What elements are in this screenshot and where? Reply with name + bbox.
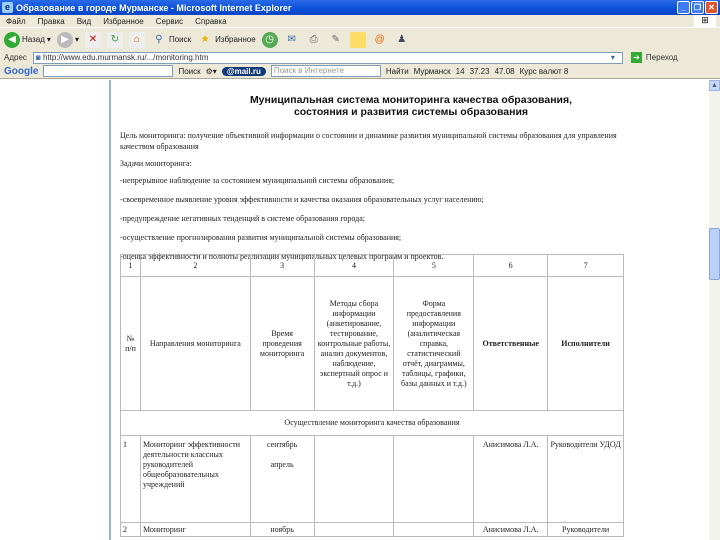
task-item: -своевременное выявление уровня эффективности и качества оказания образовательных услуг населению; <box>120 195 484 204</box>
menu-edit[interactable]: Правка <box>37 16 65 26</box>
cell: Мониторинг эффективности деятельности классных руководителей общеобразовательных учреждений <box>140 436 250 523</box>
find-button[interactable]: Найти <box>385 66 409 76</box>
col-num: 5 <box>394 255 474 277</box>
window-title: Образование в городе Мурманске - Microsoft Internet Explorer <box>16 2 292 13</box>
table-row <box>121 436 624 523</box>
mailru-logo[interactable]: @mail.ru <box>222 67 266 76</box>
cell: сентябрь апрель <box>250 436 314 523</box>
cell: Мониторинг <box>140 523 250 537</box>
section-cell: Осуществление мониторинга качества образования <box>121 411 624 436</box>
mail-count[interactable]: 14 <box>455 66 465 76</box>
task-item: -осуществление прогнозирования развития муниципальной системы образования; <box>120 233 402 242</box>
cell: 2 <box>121 523 141 537</box>
table-row <box>121 523 624 537</box>
header-cell: Исполнители <box>548 277 624 411</box>
cell: 1 <box>121 436 141 523</box>
print-icon[interactable]: ⎙ <box>309 33 318 45</box>
go-button[interactable]: Переход <box>645 53 678 62</box>
notes-icon[interactable] <box>350 32 366 48</box>
forward-button[interactable]: ▶ ▾ <box>57 32 79 48</box>
address-bar <box>0 51 720 64</box>
col-num: 2 <box>140 255 250 277</box>
cell: Анисимова Л.А. <box>474 436 548 523</box>
menu-tools[interactable]: Сервис <box>155 16 184 26</box>
page-icon: ◙ <box>35 53 43 62</box>
header-cell: Направления мониторинга <box>140 277 250 411</box>
ie-icon: e <box>2 2 13 13</box>
header-cell: Методы сбора информации (анкетирование, тестирование, контрольные работы, анализ документов, наблюдение, экспертный опрос и т.д.) <box>314 277 394 411</box>
cell <box>314 523 394 537</box>
history-icon[interactable]: ◷ <box>262 32 278 48</box>
header-cell: Ответственные <box>474 277 548 411</box>
star-icon: ★ <box>200 33 210 45</box>
monitoring-table <box>120 254 624 537</box>
page-title: Муниципальная система мониторинга качества образования, состояния и развития системы образования <box>249 94 573 118</box>
goal-text: Цель мониторинга: получение объективной информации о состоянии и динамике развития муниципальной системы образования для управления качеством образования <box>120 131 617 151</box>
mailru-agent-icon[interactable]: @ <box>374 33 385 45</box>
column-number-row <box>121 255 624 277</box>
left-frame <box>0 80 111 540</box>
favorites-button[interactable]: ★ Избранное <box>197 32 256 48</box>
mail-icon[interactable]: ✉ <box>287 33 296 45</box>
cell: Анисимова Л.А. <box>474 523 548 537</box>
task-item: -оценка эффективности и полноты реализации муниципальных целевых программ и проектов. <box>120 252 444 261</box>
cell: Руководители <box>548 523 624 537</box>
windows-logo-icon: ⊞ <box>694 15 716 27</box>
col-num: 1 <box>121 255 141 277</box>
refresh-icon[interactable]: ↻ <box>107 32 123 48</box>
tasks-label: Задачи мониторинга: <box>120 159 192 168</box>
vertical-scrollbar[interactable] <box>709 80 720 540</box>
stop-icon[interactable]: ✕ <box>85 32 101 48</box>
col-num: 6 <box>474 255 548 277</box>
header-row <box>121 277 624 411</box>
col-num: 3 <box>250 255 314 277</box>
forward-arrow-icon: ▶ <box>57 32 73 48</box>
google-search-button[interactable]: Поиск <box>178 66 201 76</box>
usd-rate[interactable]: 37.23 <box>469 66 490 76</box>
section-row <box>121 411 624 436</box>
menu-view[interactable]: Вид <box>76 16 92 26</box>
address-input[interactable]: ◙ http://www.edu.murmansk.ru/.../monitoring.htm <box>33 52 623 64</box>
header-cell: Время проведения мониторинга <box>250 277 314 411</box>
menu-favorites[interactable]: Избранное <box>103 16 144 26</box>
minimize-button[interactable]: _ <box>677 1 690 14</box>
cell <box>394 436 474 523</box>
eur-rate[interactable]: 47.08 <box>494 66 515 76</box>
news-button[interactable]: Курс валют 8 <box>519 66 569 76</box>
cell <box>394 523 474 537</box>
task-item: -непрерывное наблюдение за состоянием муниципальной системы образования; <box>120 176 395 185</box>
cell: ноябрь <box>250 523 314 537</box>
back-button[interactable]: ◀ Назад ▾ <box>4 32 51 48</box>
menu-bar <box>0 15 720 27</box>
address-dropdown-icon[interactable]: ▾ <box>610 53 615 62</box>
col-num: 7 <box>548 255 624 277</box>
google-toolbar <box>0 64 720 79</box>
menu-file[interactable]: Файл <box>6 16 26 26</box>
task-item: -предупреждение негативных тенденций в системе образования города; <box>120 214 366 223</box>
search-icon: ⚲ <box>155 33 163 45</box>
cell: Руководители УДОД <box>548 436 624 523</box>
mailru-search-input[interactable]: Поиск в Интернете <box>271 65 381 77</box>
back-arrow-icon: ◀ <box>4 32 20 48</box>
edit-icon[interactable]: ✎ <box>331 33 340 45</box>
header-cell: № п/п <box>121 277 141 411</box>
google-logo: Google <box>4 65 39 77</box>
scroll-up-icon[interactable]: ▲ <box>709 80 720 91</box>
google-search-input[interactable] <box>43 65 173 77</box>
toolbar <box>0 27 720 51</box>
page-content <box>113 80 709 534</box>
messenger-icon[interactable]: ♟ <box>397 33 407 45</box>
menu-help[interactable]: Справка <box>195 16 227 26</box>
go-arrow-icon[interactable]: ➔ <box>631 52 642 63</box>
close-button[interactable]: ✕ <box>705 1 718 14</box>
header-cell: Форма предоставления информации (аналитическая справка, статистический отчёт, диаграммы, таблицы, графики, базы данных и т.д.) <box>394 277 474 411</box>
address-label: Адрес <box>4 53 27 62</box>
title-bar <box>0 0 720 15</box>
col-num: 4 <box>314 255 394 277</box>
scroll-thumb[interactable] <box>709 228 720 280</box>
search-button[interactable]: ⚲ Поиск <box>151 32 191 48</box>
home-icon[interactable]: ⌂ <box>129 32 145 48</box>
settings-icon[interactable]: ⚙▾ <box>205 66 217 76</box>
weather-button[interactable]: Мурманск <box>413 66 451 76</box>
maximize-button[interactable]: ❐ <box>691 1 704 14</box>
cell <box>314 436 394 523</box>
